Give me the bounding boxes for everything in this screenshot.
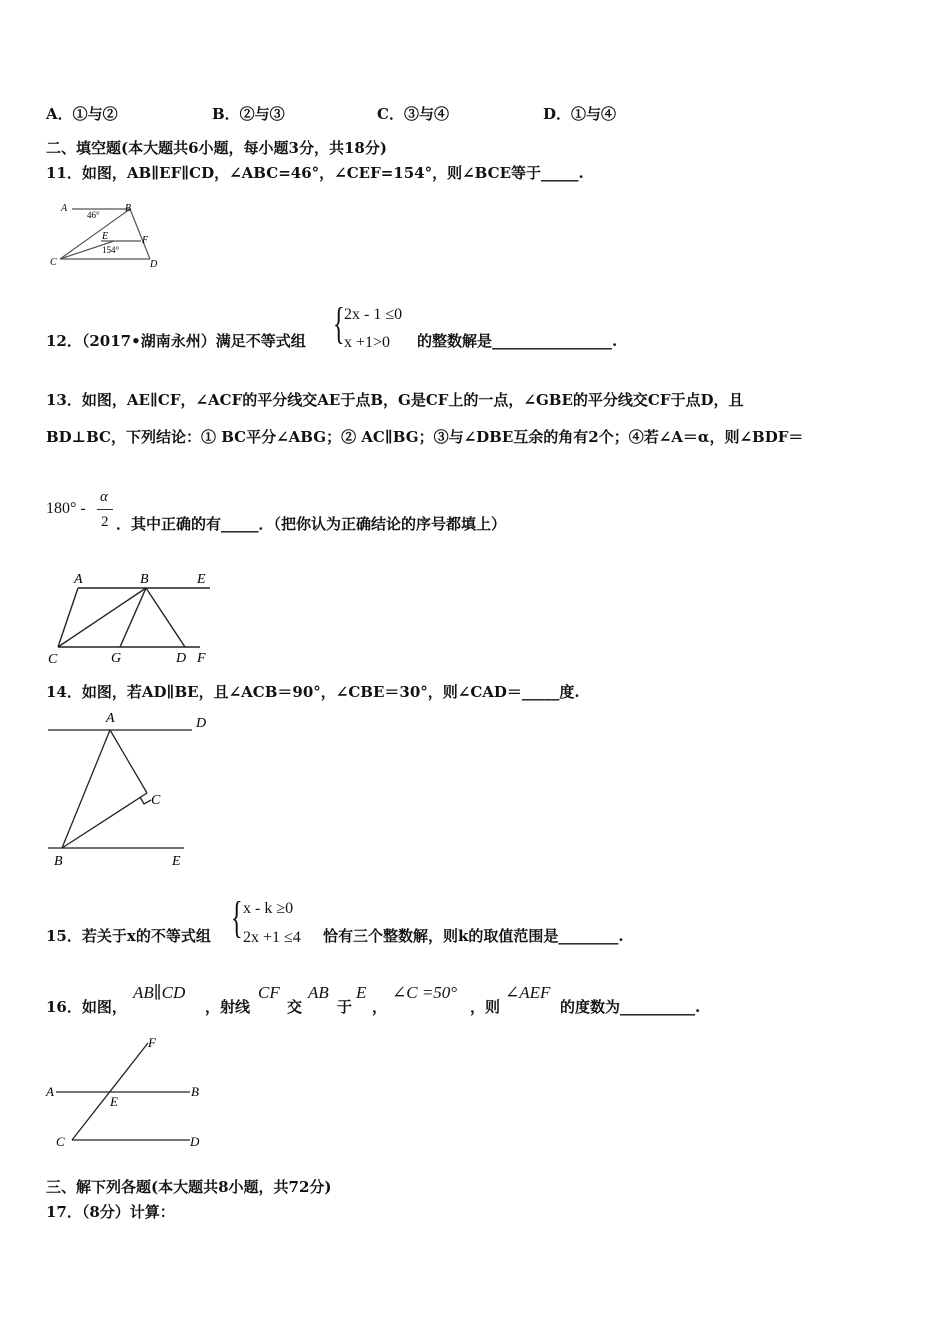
q11-label-d: D bbox=[150, 259, 158, 270]
q16-p3: 交 bbox=[287, 998, 303, 1016]
q14-label-e: E bbox=[172, 854, 181, 869]
q15-pre: 15．若关于x的不等式组 bbox=[46, 927, 211, 945]
q13-label-c: C bbox=[48, 652, 58, 667]
q16-m5: ∠C =50° bbox=[392, 983, 458, 1002]
q16-m4: E bbox=[356, 983, 367, 1002]
q16-label-c: C bbox=[56, 1134, 65, 1149]
q16-p1: 16．如图， bbox=[46, 998, 127, 1016]
q16-label-b: B bbox=[191, 1084, 199, 1099]
q16-p7: 的度数为__________. bbox=[560, 998, 701, 1016]
q13-line1: 13．如图，AE∥CF，∠ACF的平分线交AE于点B，G是CF上的一点，∠GBE的平分线交CF于点D，且 bbox=[46, 391, 744, 409]
q16-label-a: A bbox=[46, 1084, 54, 1099]
q13-label-a: A bbox=[74, 572, 83, 587]
q13-label-g: G bbox=[111, 651, 122, 666]
q12-post: 的整数解是________________. bbox=[417, 332, 618, 350]
q17-text: 17．（8分）计算： bbox=[46, 1203, 175, 1221]
q14-label-b: B bbox=[54, 854, 63, 869]
choice-c: C．③与④ bbox=[377, 105, 449, 123]
q11-label-f: F bbox=[142, 235, 149, 246]
choice-b: B．②与③ bbox=[212, 105, 285, 123]
q13-label-b: B bbox=[140, 572, 149, 587]
q11-label-a: A bbox=[61, 203, 68, 214]
q13-fraction-bar bbox=[97, 509, 113, 510]
q15-ineq2: 2x +1 ≤4 bbox=[243, 929, 301, 946]
q16-p2: ，射线 bbox=[205, 998, 251, 1016]
q11-figure bbox=[46, 196, 171, 276]
q16-label-d: D bbox=[190, 1134, 200, 1149]
q12-brace: { bbox=[333, 299, 345, 348]
q16-p6: ，则 bbox=[470, 998, 501, 1016]
q11-angle-154: 154° bbox=[102, 245, 120, 255]
q13-formula-den: 2 bbox=[101, 514, 109, 530]
section2-title: 二、填空题(本大题共6小题，每小题3分，共18分) bbox=[46, 139, 387, 157]
q12-ineq2: x +1>0 bbox=[344, 334, 391, 351]
q13-label-e: E bbox=[197, 572, 206, 587]
section3-title: 三、解下列各题(本大题共8小题，共72分) bbox=[46, 1178, 332, 1196]
q14-label-c: C bbox=[151, 793, 161, 808]
q16-m1: AB∥CD bbox=[133, 983, 186, 1002]
choice-a: A．①与② bbox=[46, 105, 118, 123]
q15-brace: { bbox=[231, 893, 243, 942]
q16-m3: AB bbox=[308, 983, 329, 1002]
q13-line2: BD⊥BC，下列结论：① BC平分∠ABG；② AC∥BG；③与∠DBE互余的角有2个；④若∠A＝α，则∠BDF＝ bbox=[46, 428, 804, 446]
q16-label-f: F bbox=[148, 1035, 156, 1050]
q16-label-e: E bbox=[110, 1094, 118, 1109]
q16-figure bbox=[44, 1033, 214, 1151]
q12-ineq1: 2x - 1 ≤0 bbox=[344, 306, 403, 323]
q14-label-a: A bbox=[106, 711, 115, 726]
q11-angle-46: 46° bbox=[87, 210, 100, 220]
q13-line3: ．其中正确的有_____．（把你认为正确结论的序号都填上） bbox=[116, 515, 507, 533]
q16-m2: CF bbox=[258, 983, 280, 1002]
q13-figure bbox=[44, 568, 224, 668]
q12-pre: 12．（2017•湖南永州）满足不等式组 bbox=[46, 332, 306, 350]
q13-formula-num: α bbox=[100, 489, 108, 505]
q14-text: 14．如图，若AD∥BE，且∠ACB＝90°，∠CBE＝30°，则∠CAD＝_____度. bbox=[46, 683, 580, 701]
q13-label-f: F bbox=[197, 651, 206, 666]
q11-label-c: C bbox=[50, 257, 57, 268]
q16-p4: 于 bbox=[337, 998, 353, 1016]
q14-figure bbox=[44, 708, 224, 873]
q16-m6: ∠AEF bbox=[505, 983, 551, 1002]
q11-label-e: E bbox=[102, 231, 109, 242]
q16-p5: ， bbox=[372, 998, 388, 1016]
q14-label-d: D bbox=[196, 716, 207, 731]
choice-d: D．①与④ bbox=[543, 105, 617, 123]
q11-text: 11．如图，AB∥EF∥CD，∠ABC=46°，∠CEF=154°，则∠BCE等于_____. bbox=[46, 164, 584, 182]
q11-label-b: B bbox=[125, 203, 132, 214]
q15-ineq1: x - k ≥0 bbox=[243, 900, 294, 917]
q13-formula-pre: 180° - bbox=[46, 500, 86, 517]
q15-post: 恰有三个整数解，则k的取值范围是________. bbox=[323, 927, 624, 945]
q13-label-d: D bbox=[176, 651, 187, 666]
